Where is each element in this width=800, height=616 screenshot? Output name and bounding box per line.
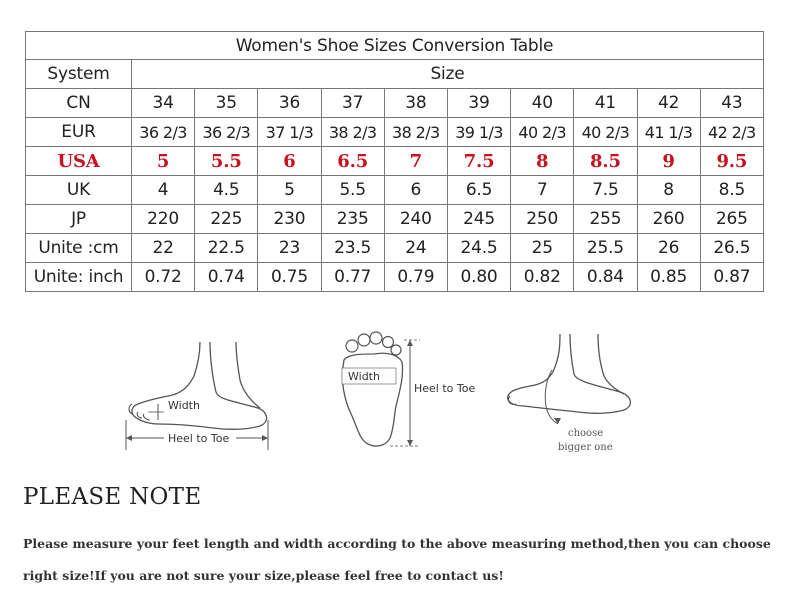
size-cell: 39 [447,89,510,118]
size-cell: 26 [637,234,700,263]
size-cell: 7.5 [574,176,637,205]
size-cell: 9 [637,147,700,176]
size-cell: 225 [195,205,258,234]
size-cell: 25.5 [574,234,637,263]
size-cell: 7 [384,147,447,176]
size-cell: 26.5 [700,234,763,263]
size-cell: 7.5 [447,147,510,176]
size-cell: 24 [384,234,447,263]
row-label: JP [26,205,132,234]
choose-label: choose [568,428,604,439]
size-cell: 265 [700,205,763,234]
note-title: PLEASE NOTE [23,484,202,510]
choose-size-diagram [500,320,660,470]
size-cell: 5.5 [195,147,258,176]
size-cell: 37 1/3 [258,118,321,147]
side-foot-diagram [118,320,278,470]
sole-length-label: Heel to Toe [414,382,476,395]
size-cell: 6 [384,176,447,205]
size-conversion-table [25,31,764,292]
sole-diagram [330,320,490,470]
bigger-one-label: bigger one [558,442,613,453]
size-cell: 235 [321,205,384,234]
size-cell: 4 [132,176,195,205]
size-cell: 43 [700,89,763,118]
size-cell: 8 [511,147,574,176]
size-cell: 41 [574,89,637,118]
size-cell: 0.80 [447,263,510,292]
size-cell: 8.5 [700,176,763,205]
size-cell: 0.87 [700,263,763,292]
row-label: Unite :cm [26,234,132,263]
size-cell: 5 [132,147,195,176]
table-row-unite-inch [26,263,764,292]
size-cell: 0.75 [258,263,321,292]
row-label: UK [26,176,132,205]
size-cell: 250 [511,205,574,234]
size-cell: 34 [132,89,195,118]
size-cell: 22 [132,234,195,263]
size-cell: 230 [258,205,321,234]
table-header-row [26,60,764,89]
row-label: Unite: inch [26,263,132,292]
size-cell: 0.74 [195,263,258,292]
size-cell: 24.5 [447,234,510,263]
size-cell: 6 [258,147,321,176]
table-title-row [26,32,764,60]
size-cell: 40 [511,89,574,118]
size-cell: 6.5 [447,176,510,205]
size-cell: 5.5 [321,176,384,205]
size-cell: 0.79 [384,263,447,292]
note-line-2: right size!If you are not sure your size,please feel free to contact us! [23,568,504,583]
size-cell: 220 [132,205,195,234]
table-row-unite-cm [26,234,764,263]
size-cell: 42 [637,89,700,118]
size-cell: 40 2/3 [511,118,574,147]
size-cell: 8.5 [574,147,637,176]
size-cell: 0.85 [637,263,700,292]
size-cell: 6.5 [321,147,384,176]
size-cell: 40 2/3 [574,118,637,147]
size-cell: 4.5 [195,176,258,205]
table-row-uk [26,176,764,205]
size-cell: 37 [321,89,384,118]
size-cell: 38 [384,89,447,118]
size-cell: 5 [258,176,321,205]
size-cell: 38 2/3 [321,118,384,147]
size-cell: 0.77 [321,263,384,292]
row-label: CN [26,89,132,118]
size-cell: 8 [637,176,700,205]
size-cell: 22.5 [195,234,258,263]
size-cell: 42 2/3 [700,118,763,147]
table-row-jp [26,205,764,234]
table-row-cn [26,89,764,118]
size-cell: 0.84 [574,263,637,292]
note-line-1: Please measure your feet length and width according to the above measuring method,then you can choose [23,536,771,551]
system-header: System [26,60,132,89]
size-cell: 23.5 [321,234,384,263]
size-cell: 23 [258,234,321,263]
row-label: USA [26,147,132,176]
size-cell: 255 [574,205,637,234]
size-cell: 39 1/3 [447,118,510,147]
side-length-label: Heel to Toe [168,432,230,445]
size-cell: 35 [195,89,258,118]
size-cell: 36 [258,89,321,118]
foot-outline-icon [132,342,267,429]
size-cell: 36 2/3 [195,118,258,147]
foot-outline-icon [508,334,631,413]
size-cell: 0.82 [511,263,574,292]
table-row-eur [26,118,764,147]
sole-outline-icon [342,353,402,446]
size-cell: 260 [637,205,700,234]
size-cell: 41 1/3 [637,118,700,147]
size-cell: 38 2/3 [384,118,447,147]
size-cell: 240 [384,205,447,234]
size-cell: 25 [511,234,574,263]
side-width-label: Width [168,399,200,412]
size-header: Size [132,60,764,89]
size-cell: 9.5 [700,147,763,176]
size-cell: 36 2/3 [132,118,195,147]
size-cell: 7 [511,176,574,205]
table-title: Women's Shoe Sizes Conversion Table [26,32,764,60]
table-row-usa [26,147,764,176]
sole-width-label: Width [348,370,380,383]
row-label: EUR [26,118,132,147]
size-cell: 0.72 [132,263,195,292]
size-cell: 245 [447,205,510,234]
